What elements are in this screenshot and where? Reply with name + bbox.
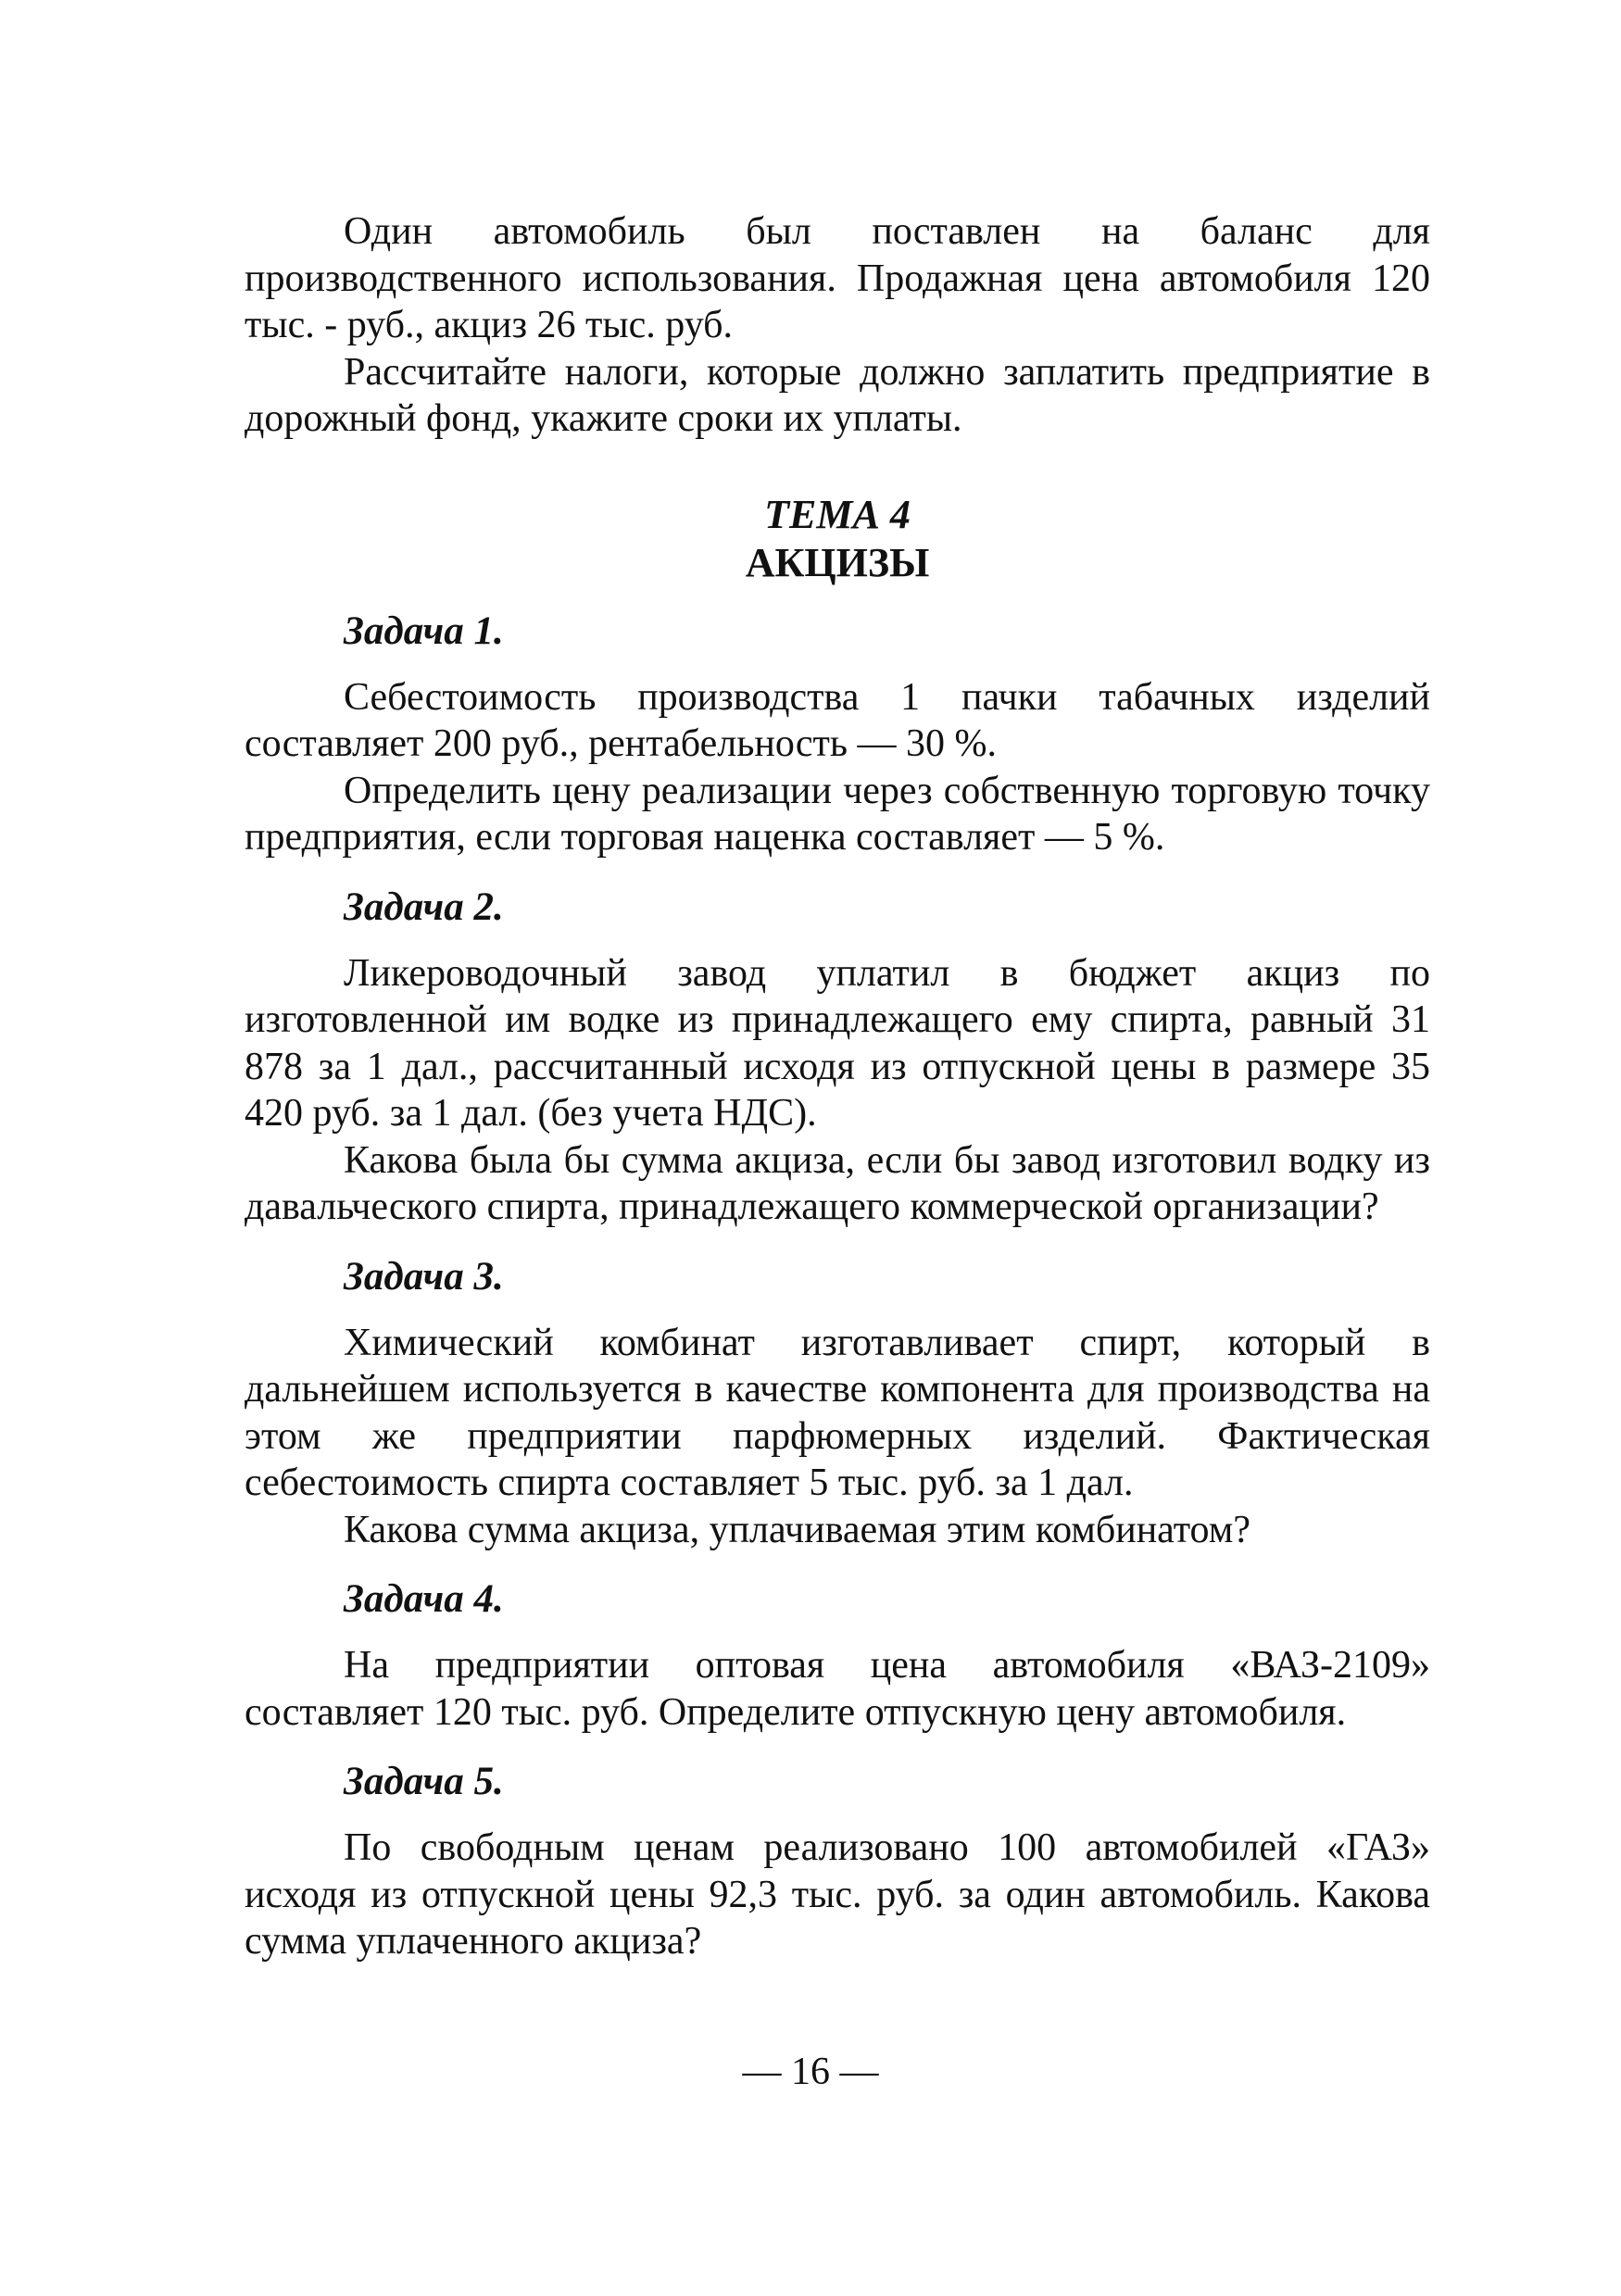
task-1-title: Задача 1.	[344, 609, 504, 653]
intro-paragraph-2: Рассчитайте налоги, которые должно заплатить предприятие в дорожный фонд, укажите сроки их уплаты.	[245, 350, 1430, 440]
task-4-paragraph-1: На предприятии оптовая цена автомобиля «ВАЗ-2109» составляет 120 тыс. руб. Определите отпускную цену автомобиля.	[245, 1644, 1430, 1734]
task-3-paragraph-2: Какова сумма акциза, уплачиваемая этим комбинатом?	[344, 1508, 1250, 1551]
topic-number: ТЕМА 4	[764, 491, 911, 537]
page-number: — 16 —	[742, 2051, 879, 2093]
task-2-paragraph-1: Ликероводочный завод уплатил в бюджет акциз по изготовленной им водке из принадлежащего ему спирта, равный 31 878 за 1 дал., рассчитанный исходя из отпускной цены в размере 35 420 руб. за 1 дал. (без учета НДС).	[245, 951, 1430, 1135]
task-4-title: Задача 4.	[344, 1577, 504, 1621]
task-5-paragraph-1: По свободным ценам реализовано 100 автомобилей «ГАЗ» исходя из отпускной цены 92,3 тыс. руб. за один автомобиль. Какова сумма уплаченного акциза?	[245, 1826, 1430, 1963]
topic-title: АКЦИЗЫ	[745, 539, 930, 585]
text-column	[245, 208, 1430, 1965]
task-2-title: Задача 2.	[344, 885, 504, 929]
task-5-title: Задача 5.	[344, 1760, 504, 1803]
intro-paragraph-1: Один автомобиль был поставлен на баланс для производственного использования. Продажная цена автомобиля 120 тыс. - руб., акциз 26 тыс. руб.	[245, 210, 1430, 346]
topic-heading	[245, 491, 1430, 587]
task-2-paragraph-2: Какова была бы сумма акциза, если бы завод изготовил водку из давальческого спирта, принадлежащего коммерческой организации?	[245, 1138, 1430, 1228]
task-3-title: Задача 3.	[344, 1254, 504, 1299]
task-1-paragraph-2: Определить цену реализации через собственную торговую точку предприятия, если торговая наценка составляет — 5 %.	[245, 769, 1430, 859]
task-3-paragraph-1: Химический комбинат изготавливает спирт, который в дальнейшем используется в качестве компонента для производства на этом же предприятии парфюмерных изделий. Фактическая себестоимость спирта составляет 5 тыс. руб. за 1 дал.	[245, 1321, 1430, 1504]
task-1-paragraph-1: Себестоимость производства 1 пачки табачных изделий составляет 200 руб., рентабельность — 30 %.	[245, 675, 1430, 765]
